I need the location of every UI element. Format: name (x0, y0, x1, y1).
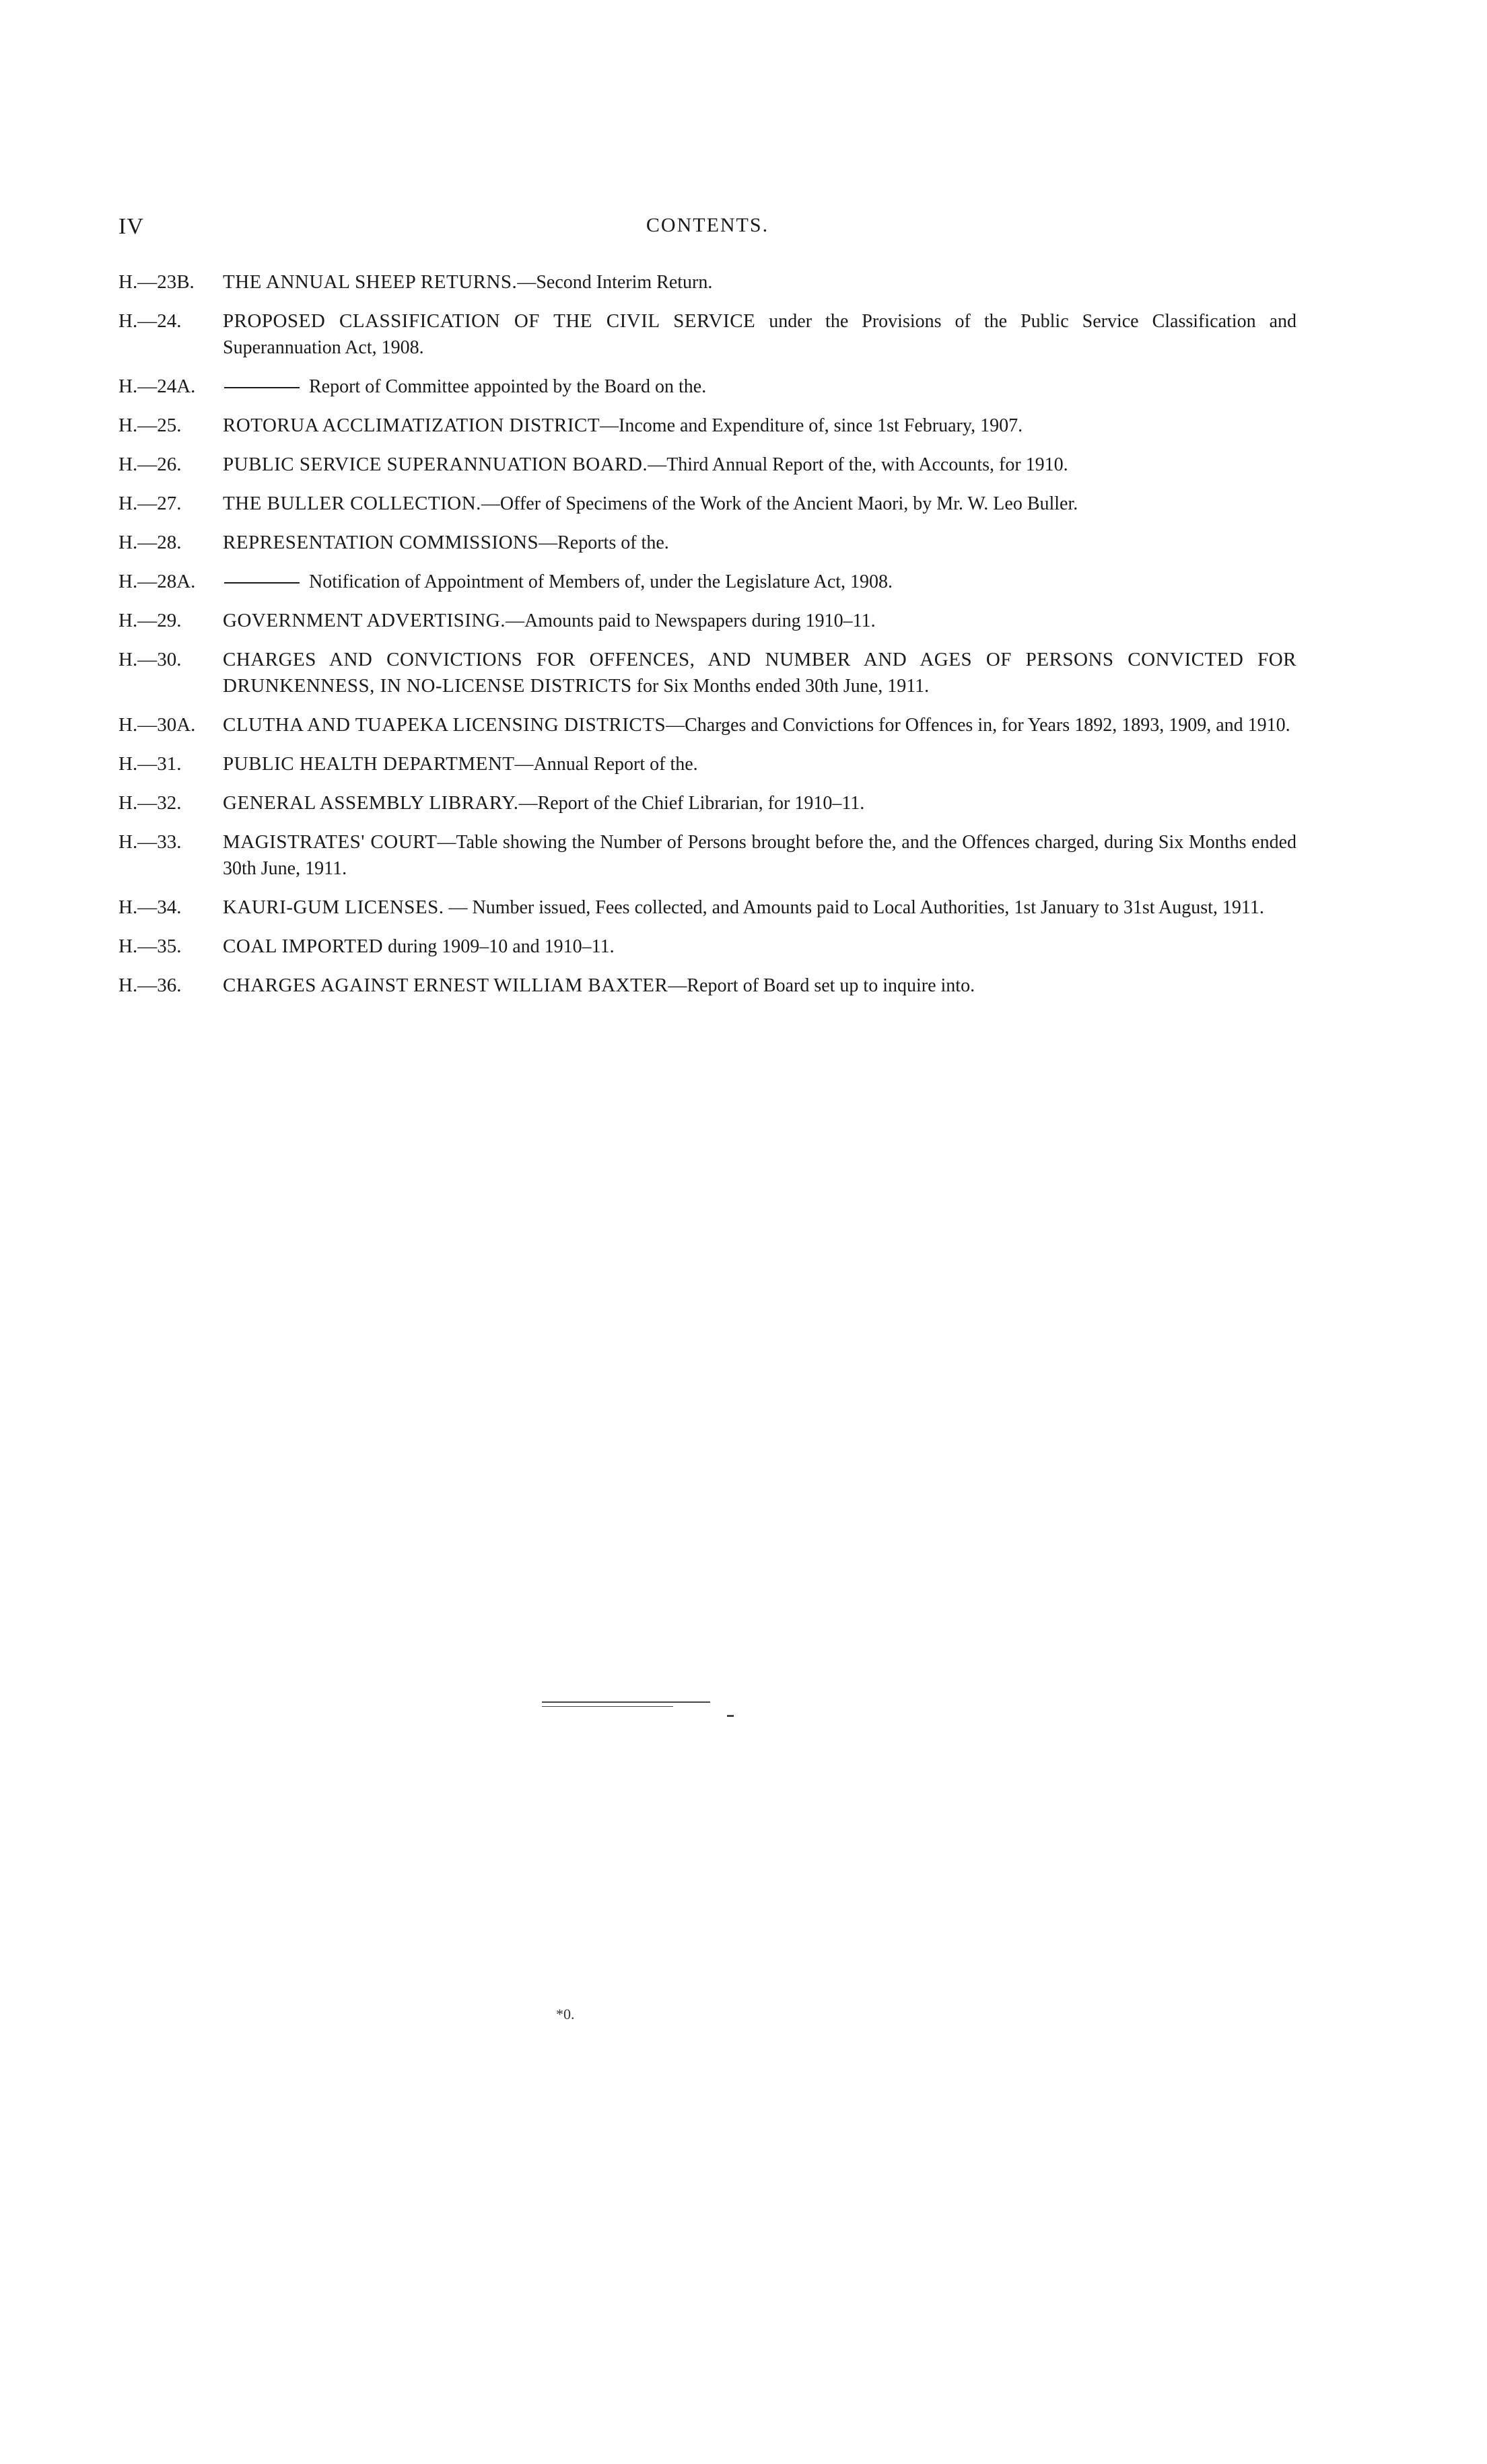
entry-title: COAL IMPORTED (223, 936, 384, 957)
contents-list (118, 269, 1296, 1012)
entry-title: PROPOSED CLASSIFICATION OF THE CIVIL SERVICE (223, 310, 756, 332)
entry-description: Notification of Appointment of Members of, under the Legislature Act, 1908. (309, 571, 893, 592)
contents-entry-h27 (118, 491, 1296, 517)
entry-description: under the Provisions of the Public Service Classification and Superannuation Act, 1908. (223, 311, 1297, 358)
contents-entry-h36 (118, 973, 1296, 999)
entry-code: H.—28A. (118, 571, 196, 592)
entry-code: H.—35. (118, 936, 182, 957)
entry-description: —Report of Board set up to inquire into. (668, 975, 975, 996)
entry-title: PUBLIC HEALTH DEPARTMENT (223, 753, 515, 775)
entry-title: GOVERNMENT ADVERTISING. (223, 610, 506, 631)
entry-code: H.—34. (118, 896, 182, 918)
rule-line-bottom (542, 1706, 673, 1707)
entry-code: H.—29. (118, 610, 182, 631)
entry-description: Report of Committee appointed by the Board on the. (309, 376, 707, 397)
entry-code: H.—24A. (118, 376, 196, 397)
ditto-dash (224, 582, 300, 584)
contents-entry-h24a (118, 374, 1296, 400)
entry-title: KAURI-GUM LICENSES. (223, 896, 444, 918)
entry-description: — Number issued, Fees collected, and Amounts paid to Local Authorities, 1st January to 31st August, 1911. (444, 897, 1264, 918)
contents-entry-h33 (118, 829, 1296, 882)
contents-entry-h28 (118, 530, 1296, 556)
contents-entry-h32 (118, 790, 1296, 816)
entry-code: H.—23B. (118, 271, 195, 293)
entry-code: H.—33. (118, 831, 182, 853)
contents-entry-h35 (118, 934, 1296, 960)
entry-code: H.—25. (118, 415, 182, 436)
entry-code: H.—26. (118, 454, 182, 475)
entry-description: —Third Annual Report of the, with Accounts, for 1910. (648, 454, 1068, 475)
rule-dot (727, 1715, 734, 1717)
contents-entry-h24 (118, 308, 1296, 361)
entry-title: CHARGES AGAINST ERNEST WILLIAM BAXTER (223, 975, 668, 996)
entry-description: —Report of the Chief Librarian, for 1910–11. (518, 793, 865, 814)
contents-entry-h31 (118, 751, 1296, 777)
entry-description: for Six Months ended 30th June, 1911. (631, 676, 930, 697)
entry-description: —Reports of the. (539, 532, 669, 553)
entry-description: —Charges and Convictions for Offences in, for Years 1892, 1893, 1909, and 1910. (666, 715, 1290, 736)
entry-code: H.—31. (118, 753, 182, 775)
entry-title: CHARGES AND CONVICTIONS FOR OFFENCES, AND NUMBER AND AGES OF PERSONS CONVICTED FOR DRUNKENNESS, IN NO-LICENSE DISTRICTS (223, 649, 1296, 697)
contents-entry-h25 (118, 413, 1296, 439)
entry-description: —Second Interim Return. (517, 272, 713, 293)
printer-mark: *0. (556, 2006, 575, 2022)
entry-code: H.—24. (118, 310, 182, 332)
entry-title: THE BULLER COLLECTION. (223, 493, 481, 514)
contents-entry-h29 (118, 608, 1296, 634)
entry-code: H.—30. (118, 649, 182, 670)
contents-entry-h28a (118, 569, 1296, 595)
contents-entry-h23b (118, 269, 1296, 295)
contents-entry-h34 (118, 894, 1296, 921)
entry-title: REPRESENTATION COMMISSIONS (223, 532, 539, 553)
entry-code: H.—28. (118, 532, 182, 553)
entry-title: PUBLIC SERVICE SUPERANNUATION BOARD. (223, 454, 648, 475)
contents-entry-h30 (118, 647, 1296, 699)
page-title: CONTENTS. (646, 214, 769, 236)
entry-title: MAGISTRATES' COURT (223, 831, 438, 853)
entry-description: —Income and Expenditure of, since 1st February, 1907. (600, 415, 1023, 436)
entry-title: THE ANNUAL SHEEP RETURNS. (223, 271, 518, 293)
ditto-dash (224, 387, 300, 388)
contents-entry-h30a (118, 712, 1296, 738)
entry-title: ROTORUA ACCLIMATIZATION DISTRICT (223, 415, 600, 436)
entry-code: H.—32. (118, 792, 182, 814)
entry-title: GENERAL ASSEMBLY LIBRARY. (223, 792, 519, 814)
contents-entry-h26 (118, 452, 1296, 478)
rule-line-top (542, 1701, 710, 1703)
entry-code: H.—27. (118, 493, 182, 514)
entry-code: H.—30A. (118, 714, 196, 736)
entry-description: —Table showing the Number of Persons brought before the, and the Offences charged, during Six Months ended 30th June, 1911. (223, 832, 1296, 879)
page-number: IV (118, 214, 144, 239)
entry-title: CLUTHA AND TUAPEKA LICENSING DISTRICTS (223, 714, 666, 736)
entry-description: —Offer of Specimens of the Work of the Ancient Maori, by Mr. W. Leo Buller. (481, 493, 1078, 514)
entry-description: —Annual Report of the. (514, 754, 698, 775)
entry-description: during 1909–10 and 1910–11. (383, 936, 615, 957)
end-rule (542, 1701, 798, 1715)
entry-description: —Amounts paid to Newspapers during 1910–11. (506, 610, 876, 631)
entry-code: H.—36. (118, 975, 182, 996)
page-header (118, 214, 1296, 248)
